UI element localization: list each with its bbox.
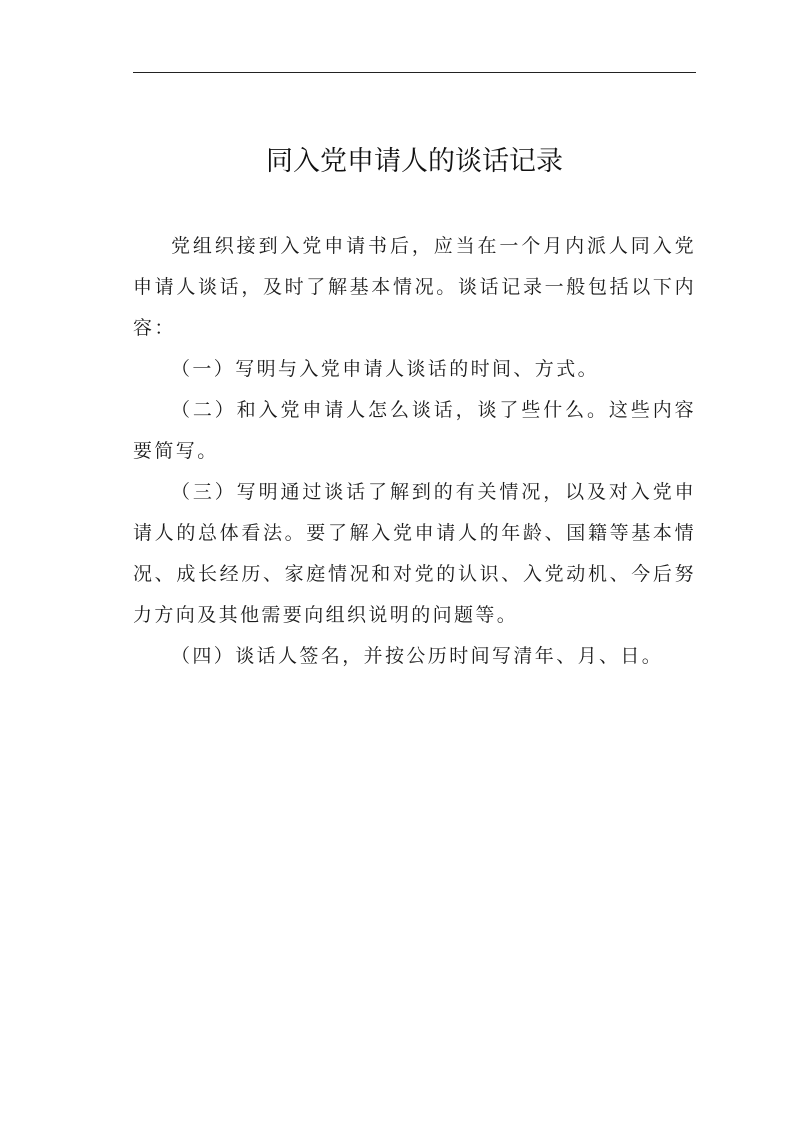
- header-rule: [133, 72, 696, 73]
- document-title: 同入党申请人的谈话记录: [266, 146, 563, 177]
- document-body: [133, 226, 696, 677]
- intro-paragraph: 党组织接到入党申请书后，应当在一个月内派人同入党申请人谈话，及时了解基本情况。谈话记录一般包括以下内容：: [133, 235, 696, 339]
- item-two-paragraph: （二）和入党申请人怎么谈话，谈了些什么。这些内容要简写。: [133, 399, 696, 462]
- item-one-paragraph: （一）写明与入党申请人谈话的时间、方式。: [171, 358, 600, 380]
- item-three-paragraph: （三）写明通过谈话了解到的有关情况，以及对入党申请人的总体看法。要了解入党申请人的年龄、国籍等基本情况、成长经历、家庭情况和对党的认识、入党动机、今后努力方向及其他需要向组织说明的问题等。: [133, 481, 696, 626]
- item-four-paragraph: （四）谈话人签名，并按公历时间写清年、月、日。: [171, 645, 664, 667]
